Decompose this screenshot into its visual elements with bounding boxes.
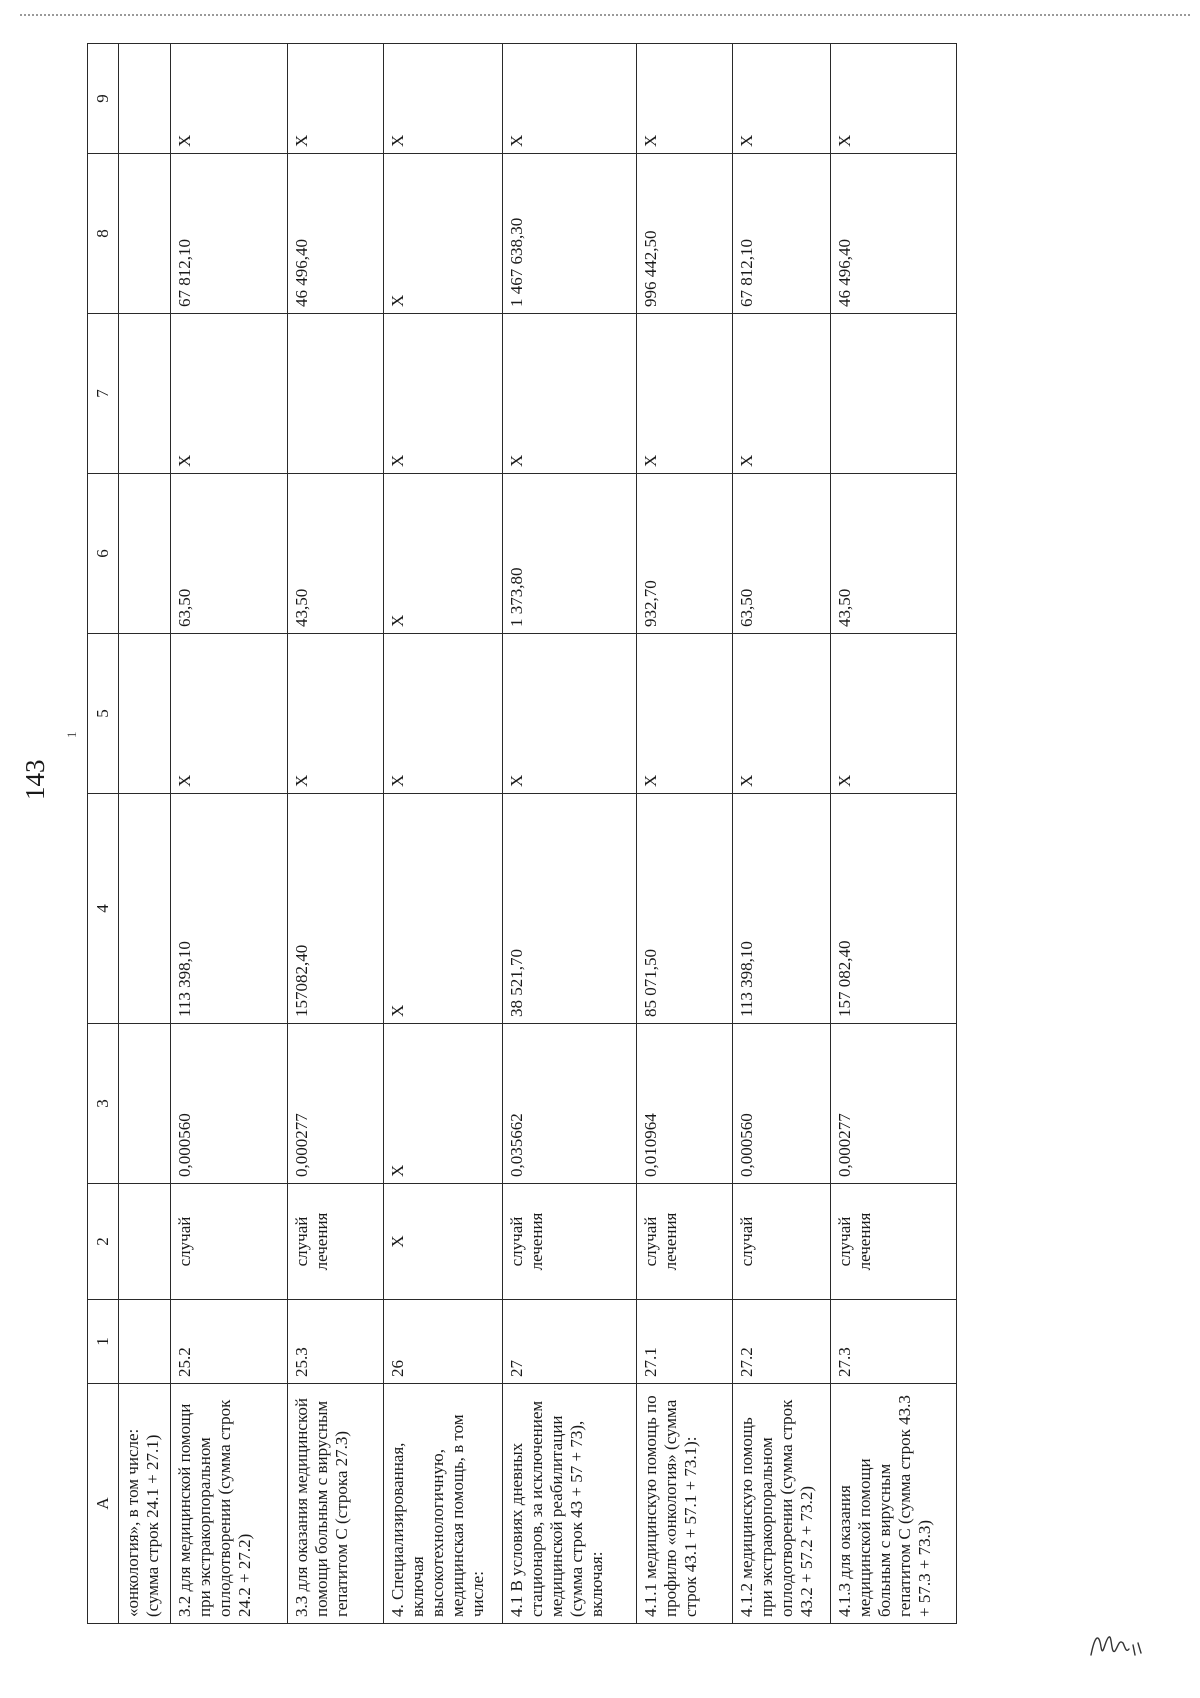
- unit-cell: случай лечения: [288, 1184, 384, 1300]
- header-cell: 2: [88, 1184, 119, 1300]
- value-cell: 43,50: [288, 474, 384, 634]
- row-label: 4.1.3 для оказания медицинской помощи больным с вирусным гепатитом С (сумма строк 43.3 + 57.3 + 73.3): [831, 1384, 957, 1624]
- row-code: 27.1: [637, 1300, 733, 1384]
- header-cell: 5: [88, 634, 119, 794]
- row-code: 25.2: [171, 1300, 288, 1384]
- value-cell: 38 521,70: [503, 794, 637, 1024]
- row-label: 3.2 для медицинской помощи при экстракорпоральном оплодотворении (сумма строк 24.2 + 27.2): [171, 1384, 288, 1624]
- value-cell: [118, 794, 170, 1024]
- table-row: [118, 44, 170, 1624]
- table-row: [503, 44, 637, 1624]
- value-cell: 0,000560: [171, 1024, 288, 1184]
- value-cell: 85 071,50: [637, 794, 733, 1024]
- row-label: «онкология», в том числе: (сумма строк 24.1 + 27.1): [118, 1384, 170, 1624]
- unit-cell: случай лечения: [831, 1184, 957, 1300]
- value-cell: 46 496,40: [831, 154, 957, 314]
- unit-cell: случай: [171, 1184, 288, 1300]
- header-cell: 6: [88, 474, 119, 634]
- value-cell: [118, 44, 170, 154]
- page-number: 143: [20, 759, 50, 800]
- table-row: [171, 44, 288, 1624]
- unit-cell: случай: [733, 1184, 831, 1300]
- header-cell: 7: [88, 314, 119, 474]
- row-label: 3.3 для оказания медицинской помощи больным с вирусным гепатитом С (строка 27.3): [288, 1384, 384, 1624]
- value-cell: X: [384, 154, 503, 314]
- value-cell: X: [171, 44, 288, 154]
- table-row: [637, 44, 733, 1624]
- scan-edge-dots: [20, 14, 1190, 16]
- value-cell: X: [503, 634, 637, 794]
- value-cell: 113 398,10: [733, 794, 831, 1024]
- unit-cell: X: [384, 1184, 503, 1300]
- value-cell: [118, 634, 170, 794]
- unit-cell: случай лечения: [637, 1184, 733, 1300]
- value-cell: [118, 314, 170, 474]
- value-cell: X: [733, 44, 831, 154]
- value-cell: X: [831, 44, 957, 154]
- unit-cell: случай лечения: [503, 1184, 637, 1300]
- row-code: 26: [384, 1300, 503, 1384]
- value-cell: X: [503, 44, 637, 154]
- value-cell: 0,035662: [503, 1024, 637, 1184]
- row-code: [118, 1300, 170, 1384]
- value-cell: [118, 474, 170, 634]
- value-cell: X: [637, 44, 733, 154]
- header-cell: 9: [88, 44, 119, 154]
- value-cell: 157 082,40: [831, 794, 957, 1024]
- header-cell: 4: [88, 794, 119, 1024]
- row-label: 4.1.1 медицинскую помощь по профилю «онкология» (сумма строк 43.1 + 57.1 + 73.1):: [637, 1384, 733, 1624]
- value-cell: X: [384, 44, 503, 154]
- value-cell: 43,50: [831, 474, 957, 634]
- value-cell: X: [288, 44, 384, 154]
- table-row: [831, 44, 957, 1624]
- value-cell: 1 373,80: [503, 474, 637, 634]
- value-cell: X: [288, 634, 384, 794]
- value-cell: X: [384, 634, 503, 794]
- value-cell: X: [384, 794, 503, 1024]
- header-cell: 1: [88, 1300, 119, 1384]
- rotated-table-sheet: [87, 44, 957, 1624]
- value-cell: X: [733, 314, 831, 474]
- value-cell: 0,010964: [637, 1024, 733, 1184]
- value-cell: [118, 154, 170, 314]
- row-code: 27: [503, 1300, 637, 1384]
- row-code: 27.2: [733, 1300, 831, 1384]
- handwritten-signature: [1085, 1625, 1145, 1665]
- page-mark: 1: [64, 731, 79, 738]
- value-cell: X: [637, 634, 733, 794]
- value-cell: X: [733, 634, 831, 794]
- value-cell: 113 398,10: [171, 794, 288, 1024]
- value-cell: X: [831, 634, 957, 794]
- row-label: 4.1 В условиях дневных стационаров, за исключением медицинской реабилитации (сумма строк 43 + 57 + 73), включая:: [503, 1384, 637, 1624]
- value-cell: 996 442,50: [637, 154, 733, 314]
- row-code: 25.3: [288, 1300, 384, 1384]
- value-cell: 46 496,40: [288, 154, 384, 314]
- value-cell: 0,000277: [288, 1024, 384, 1184]
- table-row: [733, 44, 831, 1624]
- value-cell: X: [503, 314, 637, 474]
- value-cell: X: [384, 1024, 503, 1184]
- funding-table: [87, 43, 957, 1624]
- table-row: [384, 44, 503, 1624]
- value-cell: 63,50: [733, 474, 831, 634]
- row-label: 4.1.2 медицинскую помощь при экстракорпоральном оплодотворении (сумма строк 43.2 + 57.2 + 73.2): [733, 1384, 831, 1624]
- value-cell: X: [171, 314, 288, 474]
- header-cell: 3: [88, 1024, 119, 1184]
- unit-cell: [118, 1184, 170, 1300]
- value-cell: 0,000560: [733, 1024, 831, 1184]
- header-row: [88, 44, 119, 1624]
- value-cell: X: [384, 314, 503, 474]
- table-row: [288, 44, 384, 1624]
- value-cell: 67 812,10: [171, 154, 288, 314]
- row-label: 4. Специализированная, включая высокотехнологичную, медицинская помощь, в том числе:: [384, 1384, 503, 1624]
- value-cell: 0,000277: [831, 1024, 957, 1184]
- value-cell: [288, 314, 384, 474]
- header-cell: A: [88, 1384, 119, 1624]
- value-cell: 932,70: [637, 474, 733, 634]
- value-cell: X: [637, 314, 733, 474]
- row-code: 27.3: [831, 1300, 957, 1384]
- value-cell: 1 467 638,30: [503, 154, 637, 314]
- value-cell: X: [384, 474, 503, 634]
- header-cell: 8: [88, 154, 119, 314]
- value-cell: X: [171, 634, 288, 794]
- value-cell: 63,50: [171, 474, 288, 634]
- value-cell: 157082,40: [288, 794, 384, 1024]
- value-cell: [118, 1024, 170, 1184]
- value-cell: [831, 314, 957, 474]
- value-cell: 67 812,10: [733, 154, 831, 314]
